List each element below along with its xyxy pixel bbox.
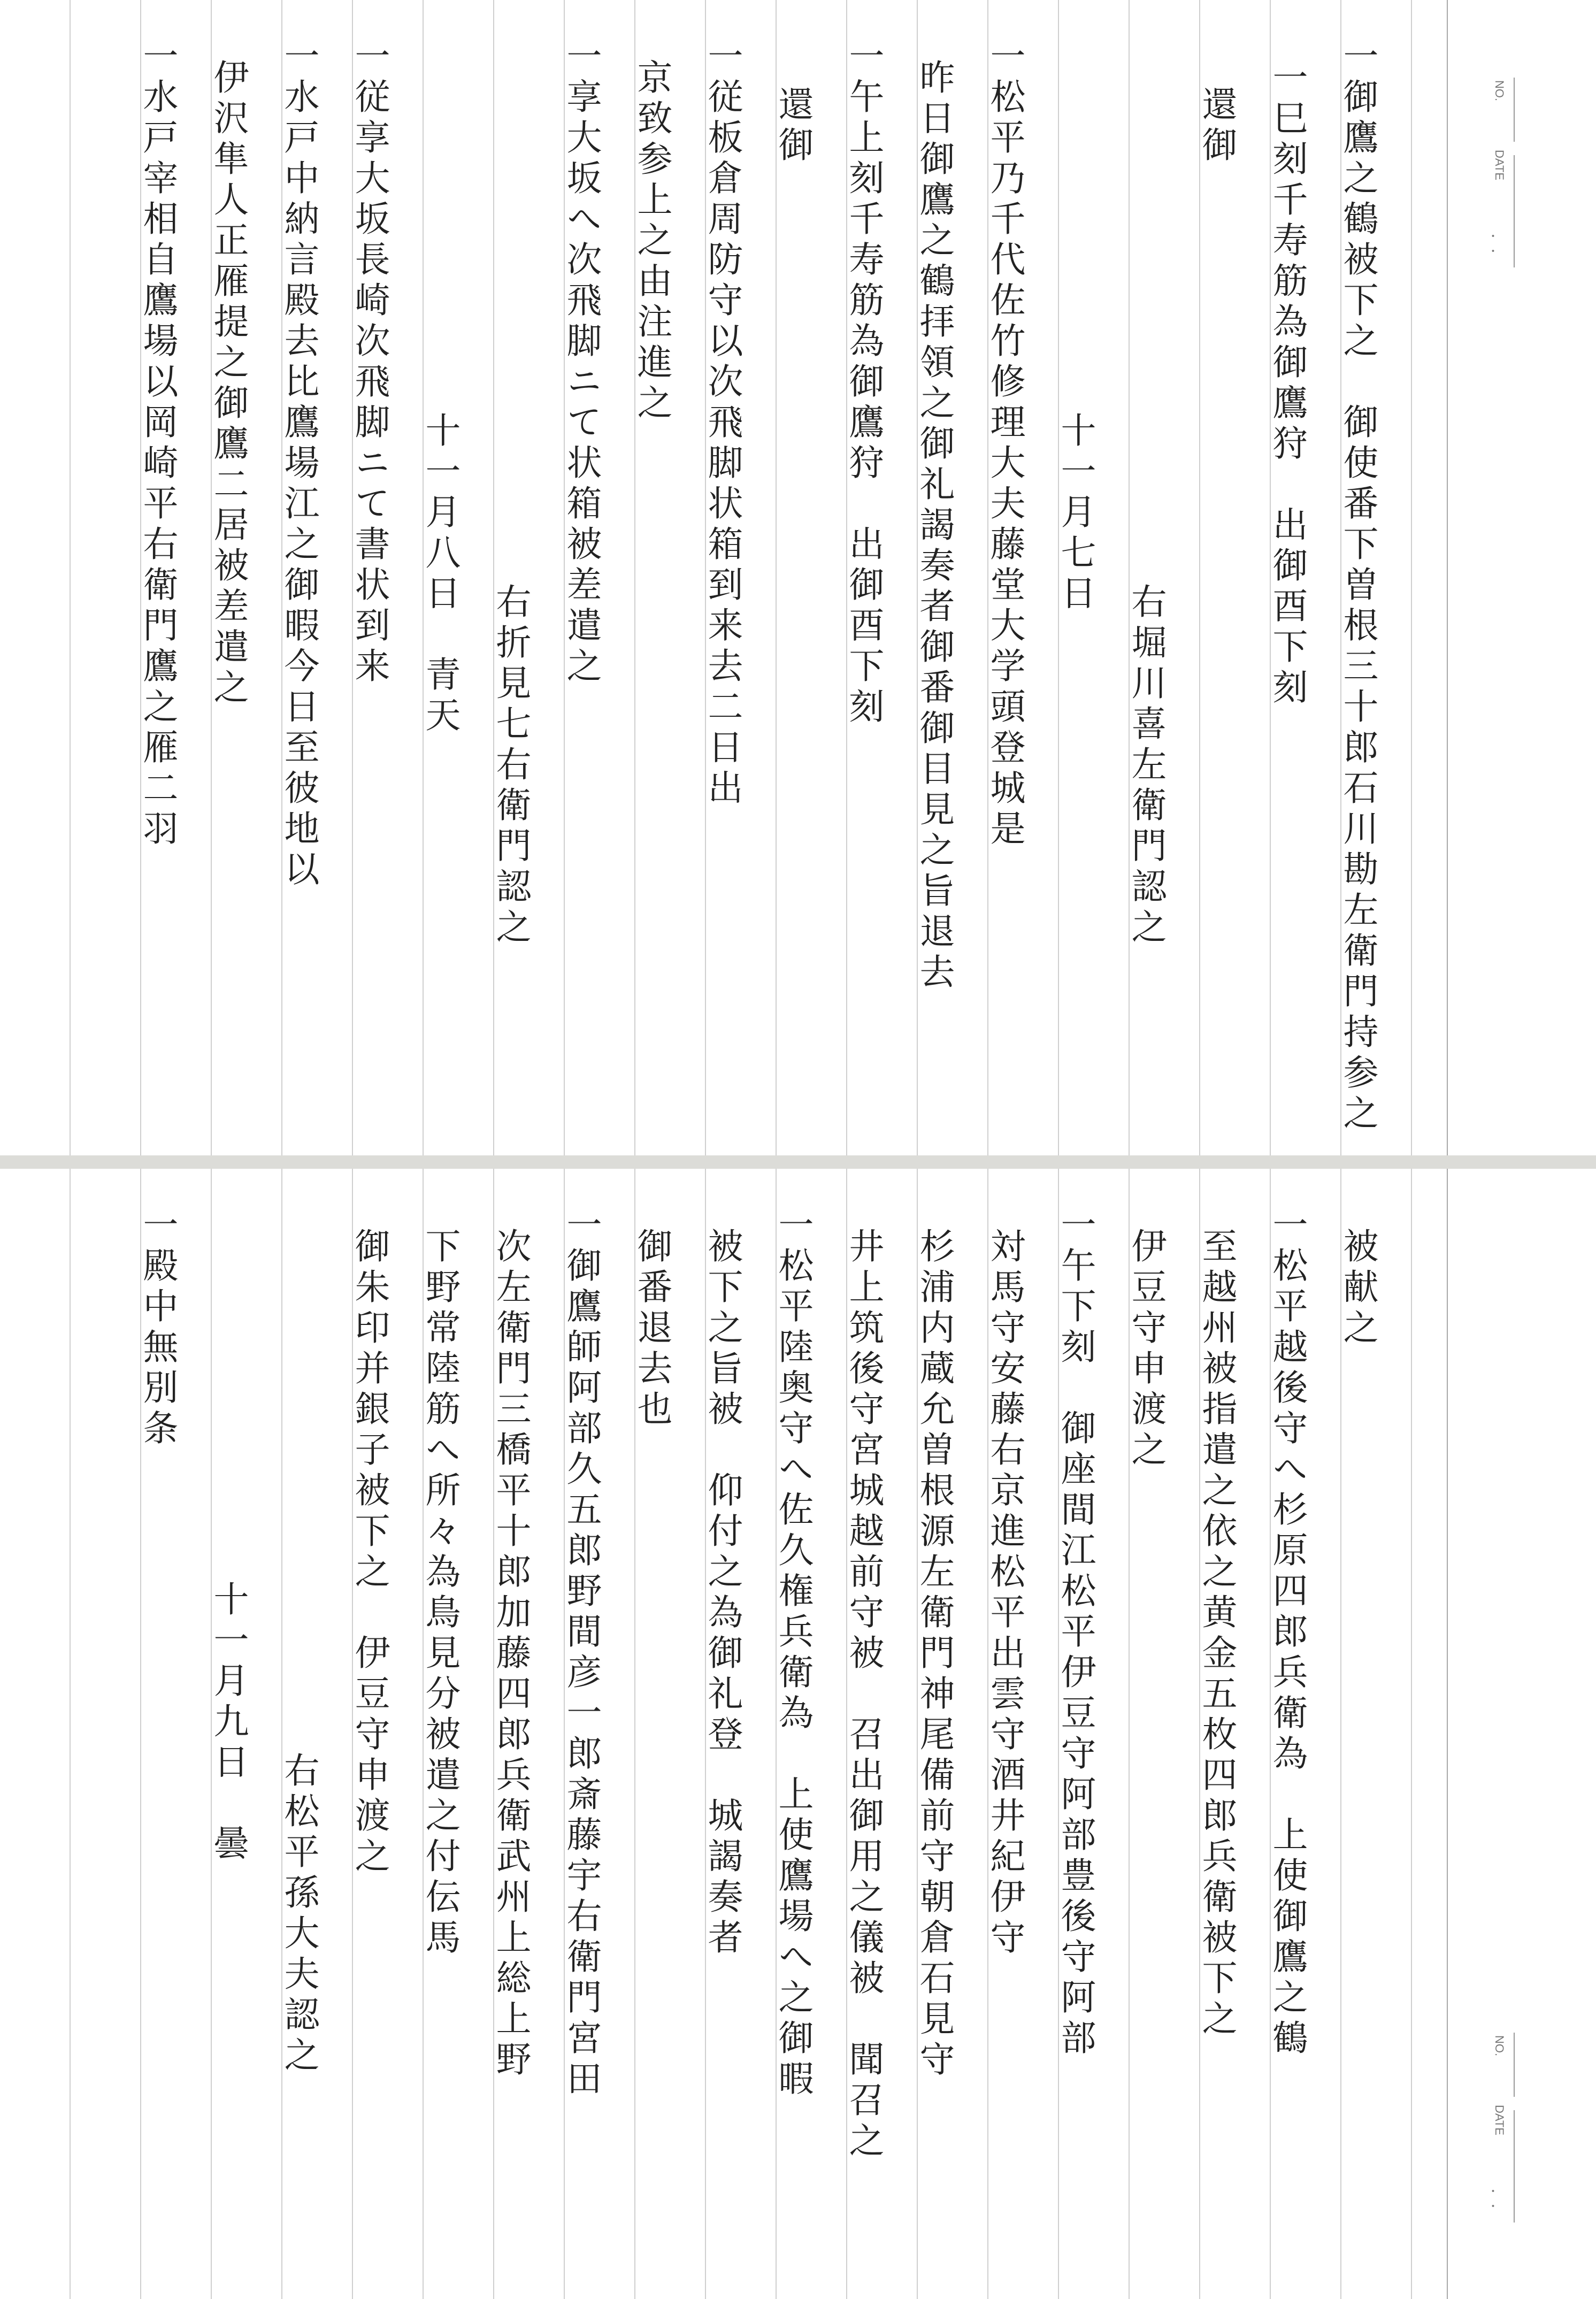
- margin-rule: [1447, 1169, 1448, 2299]
- manuscript-page-bottom: [0, 1169, 1596, 2299]
- text-line: 御番退去也: [631, 1228, 672, 1431]
- text-line: 被下之旨被 仰付之為御礼登 城謁奏者: [702, 1228, 743, 1959]
- text-line: 被献之: [1337, 1228, 1378, 1350]
- no-date-box: [1482, 2025, 1572, 2265]
- text-line: 伊豆守申渡之: [1125, 1228, 1167, 1472]
- vertical-text-block: [48, 1206, 1393, 2262]
- text-line: 一享大坂へ次飛脚ニて状箱被差遣之: [561, 37, 602, 688]
- text-line: 一松平陸奥守へ佐久権兵衛為 上使鷹場へ之御暇: [772, 1206, 814, 2101]
- signature-line: 右松平孫大夫認之: [278, 1752, 319, 2077]
- text-line: 一水戸中納言殿去比鷹場江之御暇今日至彼地以: [278, 37, 319, 891]
- date-heading: 十一月七日: [1055, 412, 1096, 615]
- date-label: DATE: [1493, 150, 1506, 181]
- text-line: 至越州被指遣之依之黄金五枚四郎兵衛被下之: [1196, 1228, 1237, 2041]
- ruled-line: [1411, 1169, 1412, 2299]
- text-line: 一従板倉周防守以次飛脚状箱到来去二日出: [702, 37, 743, 810]
- text-line: 対馬守安藤右京進松平出雲守酒井紀伊守: [984, 1228, 1025, 1959]
- text-line: 井上筑後守宮城越前守被 召出御用之儀被 聞召之: [843, 1228, 884, 2163]
- text-line: 一松平越後守へ杉原四郎兵衛為 上使御鷹之鶴: [1267, 1206, 1308, 2060]
- text-line: 杉浦内蔵允曽根源左衛門神尾備前守朝倉石見守: [914, 1228, 955, 2081]
- date-heading: 十一月九日 曇: [208, 1581, 249, 1865]
- text-line: 伊沢隼人正雁提之御鷹二居被差遣之: [208, 59, 249, 709]
- text-line: 一午上刻千寿筋為御鷹狩 出御酉下刻: [843, 37, 884, 729]
- text-line: 御朱印并銀子被下之 伊豆守申渡之: [349, 1228, 390, 1878]
- signature-line: 右堀川喜左衛門認之: [1125, 583, 1167, 949]
- text-line: 下野常陸筋へ所々為鳥見分被遣之付伝馬: [419, 1228, 461, 1959]
- text-line: 一御鷹之鶴被下之 御使番下曽根三十郎石川勘左衛門持参之: [1337, 37, 1378, 1135]
- text-line: 一松平乃千代佐竹修理大夫藤堂大学頭登城是: [984, 37, 1025, 850]
- ruled-line: [1411, 0, 1412, 1155]
- text-line: 一午下刻 御座間江松平伊豆守阿部豊後守阿部: [1055, 1206, 1096, 2060]
- margin-rule: [1447, 0, 1448, 1155]
- date-dots: ・ ・: [1486, 230, 1499, 257]
- no-date-box: [1482, 70, 1572, 310]
- date-dots: ・ ・: [1486, 2185, 1499, 2212]
- vertical-text-block: [48, 37, 1393, 1135]
- date-label: DATE: [1493, 2105, 1506, 2136]
- signature-line: 右折見七右衛門認之: [490, 583, 531, 949]
- page-separator: [0, 1155, 1596, 1169]
- no-label: NO.: [1493, 80, 1506, 102]
- text-line: 還御: [772, 86, 814, 167]
- text-line: 還御: [1196, 86, 1237, 167]
- text-line: 一御鷹師阿部久五郎野間彦一郎斎藤宇右衛門宮田: [561, 1206, 602, 2101]
- text-line: 京致参上之由注進之: [631, 59, 672, 425]
- text-line: 一巳刻千寿筋為御鷹狩 出御酉下刻: [1267, 59, 1308, 709]
- no-label: NO.: [1493, 2035, 1506, 2057]
- text-line: 昨日御鷹之鶴拝領之御礼謁奏者御番御目見之旨退去: [914, 59, 955, 994]
- text-line: 一従享大坂長崎次飛脚ニて書状到来: [349, 37, 390, 688]
- text-line: 次左衛門三橋平十郎加藤四郎兵衛武州上総上野: [490, 1228, 531, 2081]
- date-heading: 十一月八日 青天: [419, 412, 461, 737]
- text-line: 一殿中無別条: [137, 1206, 178, 1450]
- text-line: 一水戸宰相自鷹場以岡崎平右衛門鷹之雁二羽: [137, 37, 178, 850]
